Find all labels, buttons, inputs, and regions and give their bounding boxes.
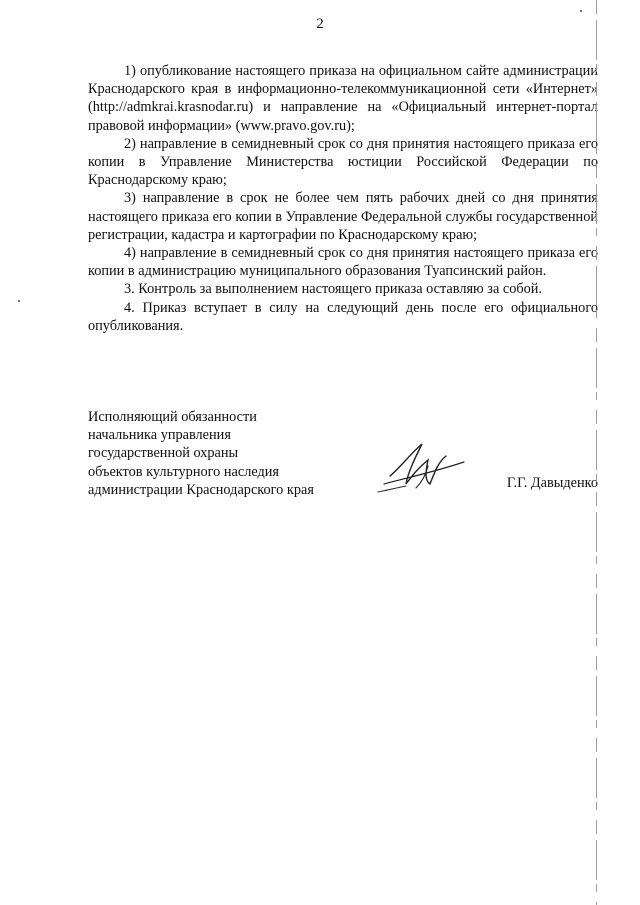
paragraph-municipality-copy: 4) направление в семидневный срок со дня принятия настоящего приказа его копии в администрацию муниципального образования Туапсинский район. xyxy=(88,245,598,280)
scan-speck xyxy=(580,10,582,12)
signatory-title-line: объектов культурного наследия xyxy=(88,463,279,480)
signature-block xyxy=(88,408,598,499)
signatory-title-line: Исполняющий обязанности xyxy=(88,409,257,425)
paragraph-control: 3. Контроль за выполнением настоящего приказа оставляю за собой. xyxy=(124,281,543,298)
paragraph-publication: 1) опубликование настоящего приказа на официальном сайте администрации Краснодарского края в информационно-телекоммуникационной сети «Интернет» (http://admkrai.krasnodar.ru) и направление на «Официальный интернет-портал правовой информации» (www.pravo.gov.ru); xyxy=(88,63,598,134)
document-body xyxy=(88,62,598,335)
paragraph-rosreestr-copy: 3) направление в срок не более чем пять рабочих дней со дня принятия настоящего приказа его копии в Управление Федеральной службы государственной регистрации, кадастра и картографии по Краснодарскому краю; xyxy=(88,190,598,243)
signatory-title-line: государственной охраны xyxy=(88,445,239,462)
signatory-name: Г.Г. Давыденко xyxy=(506,475,598,491)
handwritten-signature xyxy=(376,438,468,498)
scan-speck xyxy=(18,300,20,302)
scan-edge-line xyxy=(596,0,597,905)
signatory-title-line: начальника управления xyxy=(88,427,231,444)
paragraph-justice-copy: 2) направление в семидневный срок со дня принятия настоящего приказа его копии в Управление Министерства юстиции Российской Федерации по Краснодарскому краю; xyxy=(88,135,598,189)
signatory-title-line: администрации Краснодарского края xyxy=(88,481,314,498)
paragraph-effective-date: 4. Приказ вступает в силу на следующий день после его официального опубликования. xyxy=(88,299,598,334)
page-number: 2 xyxy=(316,16,324,32)
